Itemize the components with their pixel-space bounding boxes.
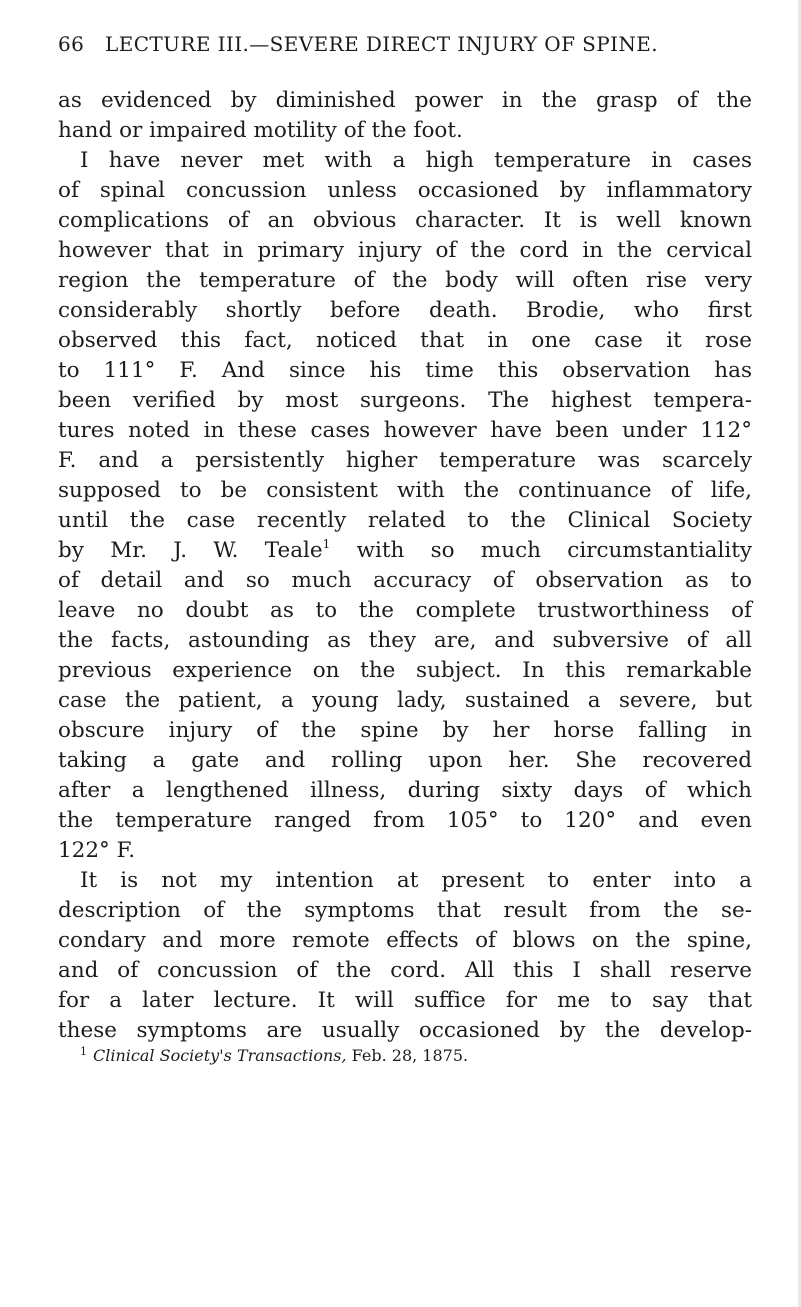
text-line: region the temperature of the body will often rise very	[58, 268, 752, 293]
line-segment: by Mr. J. W. Teale	[58, 538, 323, 563]
footnote-reference: 1	[322, 537, 331, 551]
paragraph-start-line: It is not my intention at present to enter into a	[80, 868, 752, 893]
text-line: supposed to be consistent with the continuance of life,	[58, 478, 752, 503]
text-line: however that in primary injury of the cord in the cervical	[58, 238, 752, 263]
text-line: case the patient, a young lady, sustained a severe, but	[58, 688, 752, 713]
paragraph-start-line: I have never met with a high temperature in cases	[80, 148, 752, 173]
text-line: until the case recently related to the Clinical Society	[58, 508, 752, 533]
text-line: to 111° F. And since his time this observation has	[58, 358, 752, 383]
footnote-mark: 1	[80, 1045, 87, 1058]
text-line: these symptoms are usually occasioned by the develop-	[58, 1018, 752, 1043]
text-line: taking a gate and rolling upon her. She recovered	[58, 748, 752, 773]
footnote-date: Feb. 28, 1875.	[351, 1046, 469, 1065]
running-head	[58, 32, 748, 56]
text-line: the facts, astounding as they are, and subversive of all	[58, 628, 752, 653]
text-line-with-footnote	[58, 536, 752, 566]
text-line: previous experience on the subject. In this remarkable	[58, 658, 752, 683]
text-line: hand or impaired motility of the foot.	[58, 118, 463, 143]
footnote	[80, 1045, 468, 1065]
text-line: for a later lecture. It will suffice for me to say that	[58, 988, 752, 1013]
text-line: condary and more remote effects of blows on the spine,	[58, 928, 752, 953]
text-line: and of concussion of the cord. All this I shall reserve	[58, 958, 752, 983]
text-line: description of the symptoms that result from the se-	[58, 898, 752, 923]
text-line: obscure injury of the spine by her horse falling in	[58, 718, 752, 743]
text-line: F. and a persistently higher temperature was scarcely	[58, 448, 752, 473]
footnote-title: Clinical Society's Transactions,	[93, 1046, 347, 1065]
text-line: been verified by most surgeons. The highest tempera-	[58, 388, 752, 413]
text-line: observed this fact, noticed that in one case it rose	[58, 328, 752, 353]
text-line: of detail and so much accuracy of observation as to	[58, 568, 752, 593]
chapter-title: LECTURE III.—SEVERE DIRECT INJURY OF SPINE.	[105, 32, 659, 56]
text-line: as evidenced by diminished power in the grasp of the	[58, 88, 752, 113]
text-line: leave no doubt as to the complete trustworthiness of	[58, 598, 752, 623]
text-line: considerably shortly before death. Brodie, who first	[58, 298, 752, 323]
text-line: after a lengthened illness, during sixty days of which	[58, 778, 752, 803]
text-line: 122° F.	[58, 838, 136, 863]
text-line: the temperature ranged from 105° to 120° and even	[58, 808, 752, 833]
page-number: 66	[58, 32, 85, 56]
text-line: of spinal concussion unless occasioned by inflammatory	[58, 178, 752, 203]
text-line: tures noted in these cases however have been under 112°	[58, 418, 752, 443]
line-segment: with so much circumstantiality	[356, 538, 752, 563]
text-line: complications of an obvious character. It is well known	[58, 208, 752, 233]
